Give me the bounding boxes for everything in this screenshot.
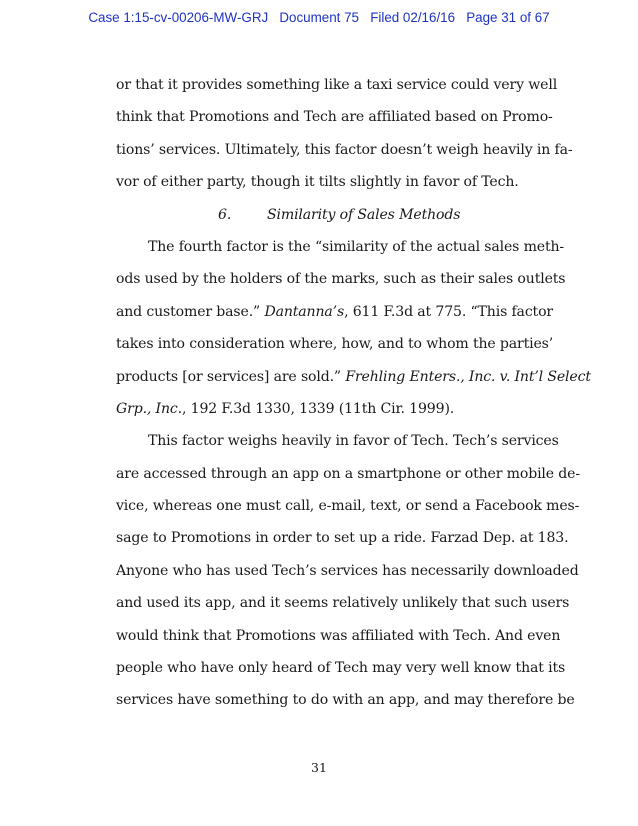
text-line: vice, whereas one must call, e-mail, text, or send a Facebook mes- [116,498,580,515]
case-number: Case 1:15-cv-00206-MW-GRJ [88,10,269,25]
page-number: 31 [311,760,327,775]
text-line: think that Promotions and Tech are affiliated based on Promo- [116,109,553,126]
text-line: takes into consideration where, how, and to whom the parties’ [116,336,554,353]
page-indicator: Page 31 of 67 [466,10,550,25]
text-line: tions’ services. Ultimately, this factor doesn’t weigh heavily in fa- [116,141,573,158]
text-line: The fourth factor is the “similarity of the actual sales meth- [148,238,565,255]
text-line: are accessed through an app on a smartphone or other mobile de- [116,465,580,482]
text-line: and customer base.” Dantanna’s, 611 F.3d at 775. “This factor [116,303,553,320]
text-line: Grp., Inc., 192 F.3d 1330, 1339 (11th Cir. 1999). [116,400,455,417]
case-header [0,10,638,25]
section-title: Similarity of Sales Methods [267,206,461,223]
case-citation: Frehling Enters., Inc. v. Int’l Select [345,368,591,385]
text-line: vor of either party, though it tilts slightly in favor of Tech. [116,174,519,191]
text-line: or that it provides something like a taxi service could very well [116,77,558,93]
text-line: services have something to do with an app, and may therefore be [116,692,575,709]
text-line: would think that Promotions was affiliated with Tech. And even [116,627,561,644]
text-line: This factor weighs heavily in favor of Tech. Tech’s services [148,433,559,450]
text-line: products [or services] are sold.” Frehling Enters., Inc. v. Int’l Select [116,368,591,385]
case-citation: Dantanna’s [264,303,345,320]
case-citation: Grp., Inc. [116,400,182,417]
document-number: Document 75 [279,10,360,25]
filed-date: Filed 02/16/16 [370,10,456,25]
section-heading [116,199,526,231]
document-body [116,69,591,717]
text-line: and used its app, and it seems relatively unlikely that such users [116,595,570,612]
text-line: ods used by the holders of the marks, such as their sales outlets [116,271,566,288]
section-number: 6. [218,206,232,223]
text-line: people who have only heard of Tech may very well know that its [116,660,566,677]
text-line: sage to Promotions in order to set up a ride. Farzad Dep. at 183. [116,530,569,547]
text-line: Anyone who has used Tech’s services has necessarily downloaded [116,562,579,579]
